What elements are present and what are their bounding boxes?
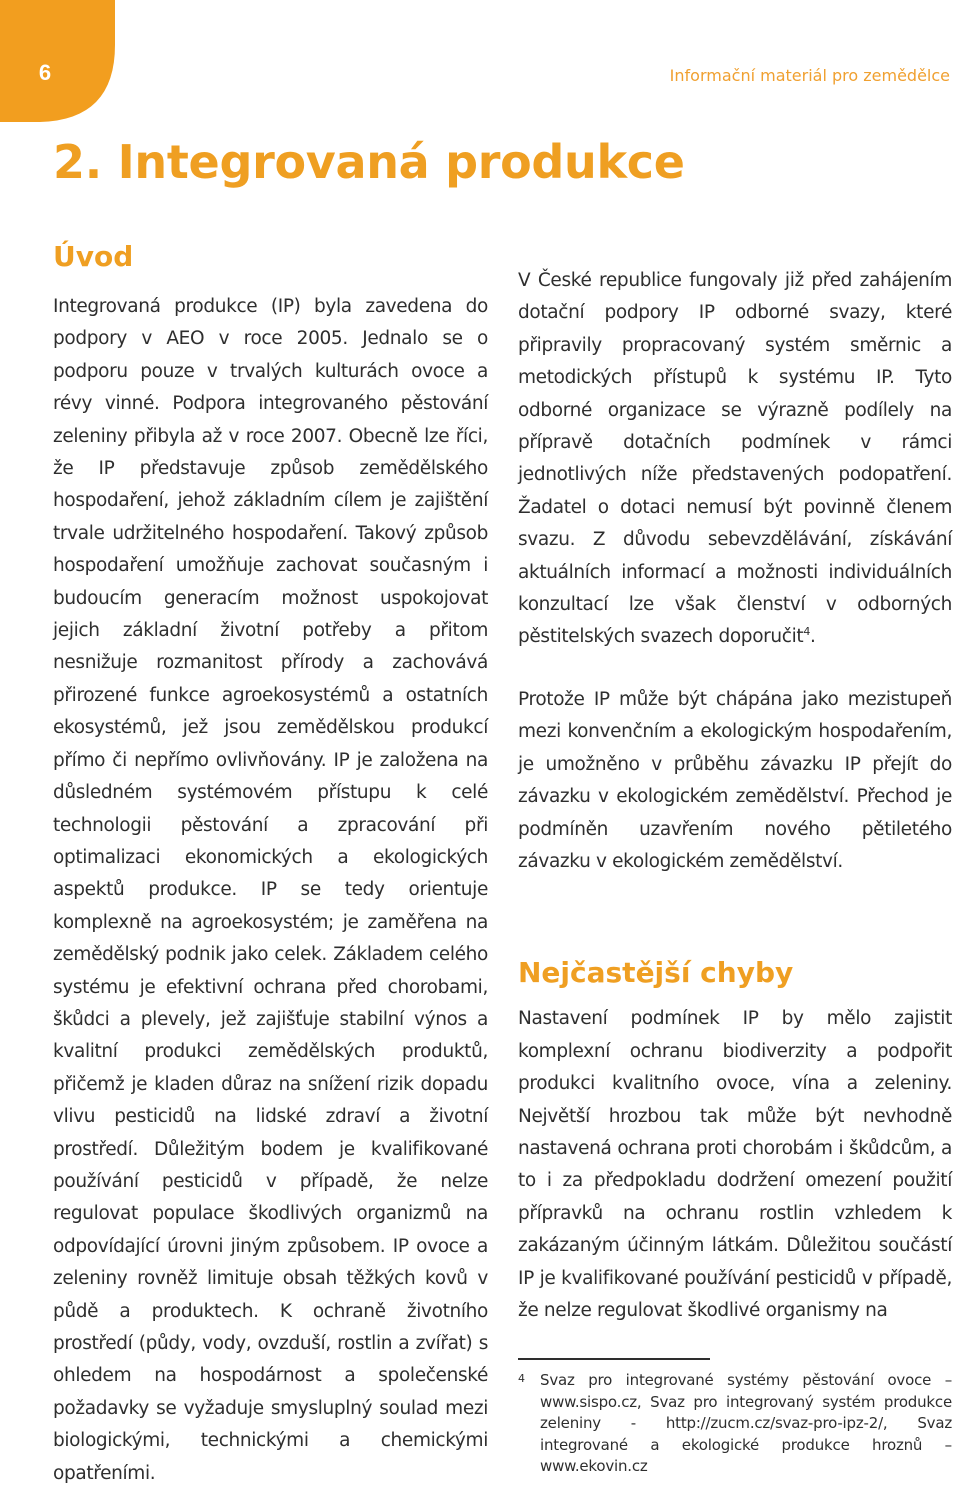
svazy-paragraph: [518, 265, 952, 654]
svazy-paragraph-text: V České republice fungovaly již před zahájením dotační podpory IP odborné svazy, které připravily propracovaný systém směrnic a metodických přístupů k systému IP. Tyto odborné organizace se výrazně podílely na přípravě dotačních podmínek v rámci jednotlivých níže představených podopatření. Žadatel o dotaci nemusí být povinně členem svazu. Z důvodu sebevzdělávání, získávání aktuálních informací a možnosti individuálních konzultací lze však členství v odborných pěstitelských svazech doporučit: [518, 270, 952, 648]
footnote: [518, 1370, 952, 1478]
footnote-number: 4: [518, 1372, 525, 1385]
mezistupen-paragraph: Protože IP může být chápána jako mezistupeň mezi konvenčním a ekologickým hospodařením, je umožněno v průběhu závazku IP přejít do závazku v ekologickém zemědělství. Přechod je podmíněn uzavřením nového pětiletého závazku v ekologickém zemědělství.: [518, 688, 952, 872]
running-header: Informační materiál pro zemědělce: [669, 66, 950, 85]
page-title: 2. Integrovaná produkce: [53, 135, 685, 189]
intro-paragraph: Integrovaná produkce (IP) byla zavedena do podpory v AEO v roce 2005. Jednalo se o podporu pouze v trvalých kulturách ovoce a révy vinné. Podpora integrovaného pěstování zeleniny přibyla až v roce 2007. Obecně lze říci, že IP představuje způsob zemědělského hospodaření, jehož základním cílem je zajištění trvale udržitelného hospodaření. Takový způsob hospodaření umožňuje zachovat současným i budoucím generacím možnost uspokojovat jejich základní životní potřeby a přitom nesnižuje rozmanitost přírody a zachovává přirozené funkce agroekosystémů a ostatních ekosystémů, jež jsou zemědělskou produkcí přímo či nepřímo ovlivňovány. IP je založena na důsledném systémovém přístupu k celé technologii pěstování a zpracování při optimalizaci ekonomických a ekologických aspektů produkce. IP se tedy orientuje komplexně na agroekosystém; je zaměřena na zemědělský podnik jako celek. Základem celého systému je efektivní ochrana před chorobami, škůdci a plevely, jež zajišťuje stabilní výnos a kvalitní produkci zemědělských produktů, přičemž je kladen důraz na snížení rizik dopadu vlivu pesticidů na lidské zdraví a životní prostředí. Důležitým bodem je kvalifikované používání pesticidů v případě, že nelze regulovat populace škodlivých organizmů na odpovídající úrovni jiným způsobem. IP ovoce a zeleniny rovněž limituje obsah těžkých kovů v půdě a produktech. K ochraně životního prostředí (půdy, vody, ovzduší, rostlin a zvířat) s ohledem na hospodárnost a společenské požadavky se vyžaduje smysluplný soulad mezi biologickými, technickými a chemickými opatřeními.: [53, 296, 488, 1484]
left-column: [53, 240, 488, 1490]
page-number: 6: [38, 60, 52, 85]
footnote-text: Svaz pro integrované systémy pěstování ovoce – www.sispo.cz, Svaz pro integrovaný systém produkce zeleniny - http://zucm.cz/svaz-pro-ipz-2/, Svaz integrované a ekologické produkce hroznů – www.ekovin.cz: [540, 1371, 952, 1475]
errors-heading: Nejčastější chyby: [518, 956, 794, 990]
svazy-paragraph-end: .: [809, 626, 816, 648]
errors-paragraph: Nastavení podmínek IP by mělo zajistit komplexní ochranu biodiverzity a podpořit produkci kvalitního ovoce, vína a zeleniny. Největší hrozbou tak může být nevhodně nastavená ochrana proti chorobám i škůdcům, a to i za předpokladu dodržení omezení použití přípravků na ochranu rostlin vzhledem k zakázaným účinným látkám. Důležitou součástí IP je kvalifikované používání pesticidů v případě, že nelze regulovat škodlivé organismy na: [518, 1008, 952, 1321]
right-column: [518, 265, 952, 1327]
footnote-divider: [518, 1358, 710, 1360]
footnote-reference: 4: [803, 625, 810, 639]
intro-heading: Úvod: [53, 240, 134, 273]
